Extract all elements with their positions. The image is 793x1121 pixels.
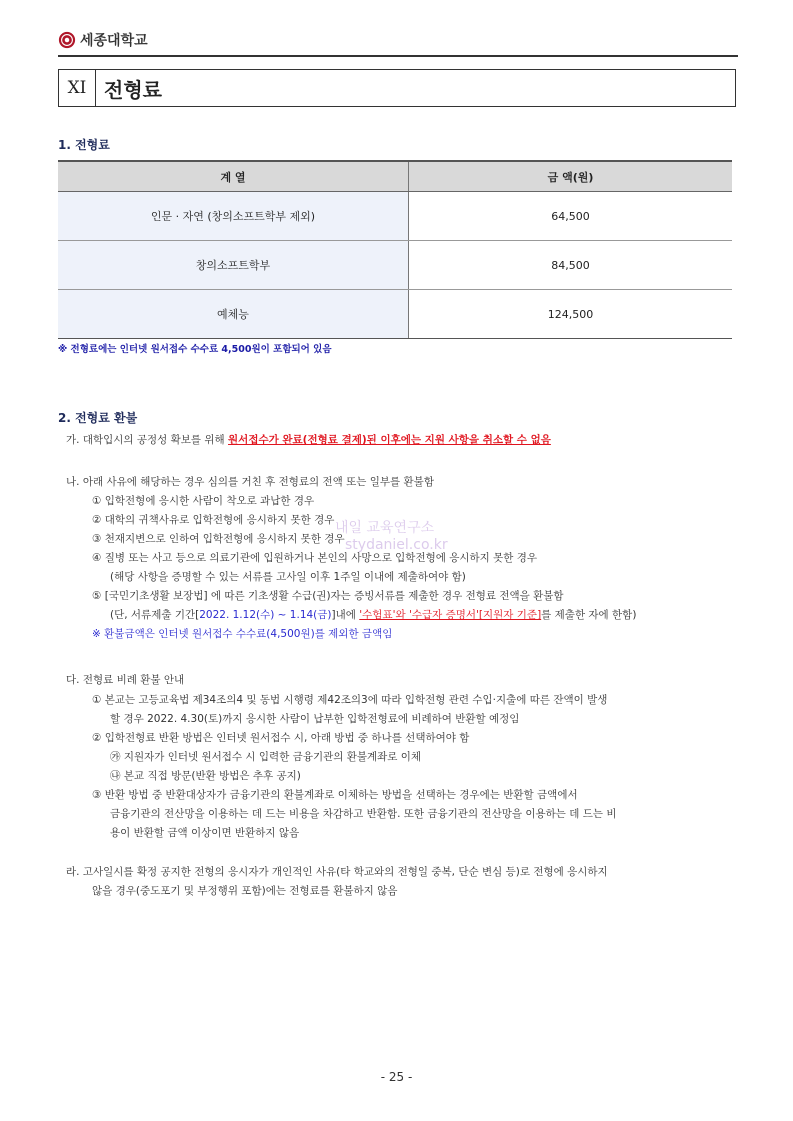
row-amount: 124,500 xyxy=(409,290,733,339)
item-ga-emphasis: 원서접수가 완료(전형료 결제)된 이후에는 지원 사항을 취소할 수 없음 xyxy=(228,434,551,446)
item-ra-b: 않을 경우(중도포기 및 부정행위 포함)에는 전형료를 환불하지 않음 xyxy=(92,885,398,897)
item-ga xyxy=(66,432,551,447)
table-row xyxy=(58,241,732,290)
item-ra-a: 라. 고사일시를 확정 공지한 전형의 응시자가 개인적인 사유(타 학교와의 전형일 중복, 단순 변심 등)로 전형에 응시하지 xyxy=(66,866,608,878)
item-na-4-sub: (해당 사항을 증명할 수 있는 서류를 고사일 이후 1주일 이내에 제출하여야 함) xyxy=(110,571,466,583)
table-row xyxy=(58,290,732,339)
item-da-1a: ① 본교는 고등교육법 제34조의4 및 동법 시행령 제42조의3에 따라 입학전형 관련 수입·지출에 따른 잔액이 발생 xyxy=(92,694,608,706)
item-da-1b: 할 경우 2022. 4.30(토)까지 응시한 사람이 납부한 입학전형료에 비례하여 반환할 예정임 xyxy=(110,713,520,725)
item-da-3b: 금융기관의 전산망을 이용하는 데 드는 비용을 차감하고 반환함. 또한 금융기관의 전산망을 이용하는 데 드는 비 xyxy=(110,808,617,820)
chapter-title: 전형료 xyxy=(104,77,162,102)
university-logo xyxy=(58,30,148,50)
watermark-line-2: stydaniel.co.kr xyxy=(345,537,448,553)
item-da-2: ② 입학전형료 반환 방법은 인터넷 원서접수 시, 아래 방법 중 하나를 선택하여야 함 xyxy=(92,732,470,744)
refund-note: ※ 환불금액은 인터넷 원서접수 수수료(4,500원)를 제외한 금액임 xyxy=(92,628,393,640)
item-na-5-sub xyxy=(110,607,636,622)
item-ga-prefix: 가. 대학입시의 공정성 확보를 위해 xyxy=(66,434,229,446)
text-span: 를 제출한 자에 한함) xyxy=(541,609,637,621)
item-na-4: ④ 질병 또는 사고 등으로 의료기관에 입원하거나 본인의 사망으로 입학전형에 응시하지 못한 경우 xyxy=(92,552,538,564)
header-category: 계 열 xyxy=(58,161,409,192)
chapter-number: XI xyxy=(59,70,96,106)
item-da-3c: 용이 반환할 금액 이상이면 반환하지 않음 xyxy=(110,827,300,839)
row-category: 인문 · 자연 (창의소프트학부 제외) xyxy=(58,192,409,241)
header-amount: 금 액(원) xyxy=(409,161,733,192)
page-number: - 25 - xyxy=(380,1070,413,1084)
section-1-title: 1. 전형료 xyxy=(58,138,110,152)
chapter-heading xyxy=(58,69,736,107)
item-na-intro: 나. 아래 사유에 해당하는 경우 심의를 거친 후 전형료의 전액 또는 일부를 환불함 xyxy=(66,476,434,488)
item-da-3a: ③ 반환 방법 중 반환대상자가 금융기관의 환불계좌로 이체하는 방법을 선택하는 경우에는 반환할 금액에서 xyxy=(92,789,578,801)
fee-note: ※ 전형료에는 인터넷 원서접수 수수료 4,500원이 포함되어 있음 xyxy=(58,344,332,355)
item-da-intro: 다. 전형료 비례 환불 안내 xyxy=(66,674,185,686)
row-amount: 84,500 xyxy=(409,241,733,290)
logo-text: 세종대학교 xyxy=(80,33,148,49)
fee-table xyxy=(58,160,732,339)
section-2-title: 2. 전형료 환불 xyxy=(58,411,138,425)
watermark-line-1: 내일 교육연구소 xyxy=(335,520,435,536)
table-header-row xyxy=(58,161,732,192)
row-category: 예체능 xyxy=(58,290,409,339)
text-span: ]내에 xyxy=(331,609,360,621)
text-span: (단, 서류제출 기간[ xyxy=(110,609,200,621)
row-amount: 64,500 xyxy=(409,192,733,241)
item-na-5: ⑤ [국민기초생활 보장법] 에 따른 기초생활 수급(권)자는 증빙서류를 제출한 경우 전형료 전액을 환불함 xyxy=(92,590,564,602)
submission-period: 2022. 1.12(수) ~ 1.14(금) xyxy=(199,609,332,621)
row-category: 창의소프트학부 xyxy=(58,241,409,290)
item-na-3: ③ 천재지변으로 인하여 입학전형에 응시하지 못한 경우 xyxy=(92,533,345,545)
item-na-1: ① 입학전형에 응시한 사람이 착오로 과납한 경우 xyxy=(92,495,315,507)
table-row xyxy=(58,192,732,241)
required-documents: '수험표'와 '수급자 증명서'[지원자 기준] xyxy=(359,609,542,621)
university-emblem-icon xyxy=(58,31,76,49)
header-rule xyxy=(58,55,738,57)
item-na-2: ② 대학의 귀책사유로 입학전형에 응시하지 못한 경우 xyxy=(92,514,335,526)
item-da-2a: ㉮ 지원자가 인터넷 원서접수 시 입력한 금융기관의 환불계좌로 이체 xyxy=(110,751,422,763)
item-da-2b: ㉯ 본교 직접 방문(반환 방법은 추후 공지) xyxy=(110,770,301,782)
